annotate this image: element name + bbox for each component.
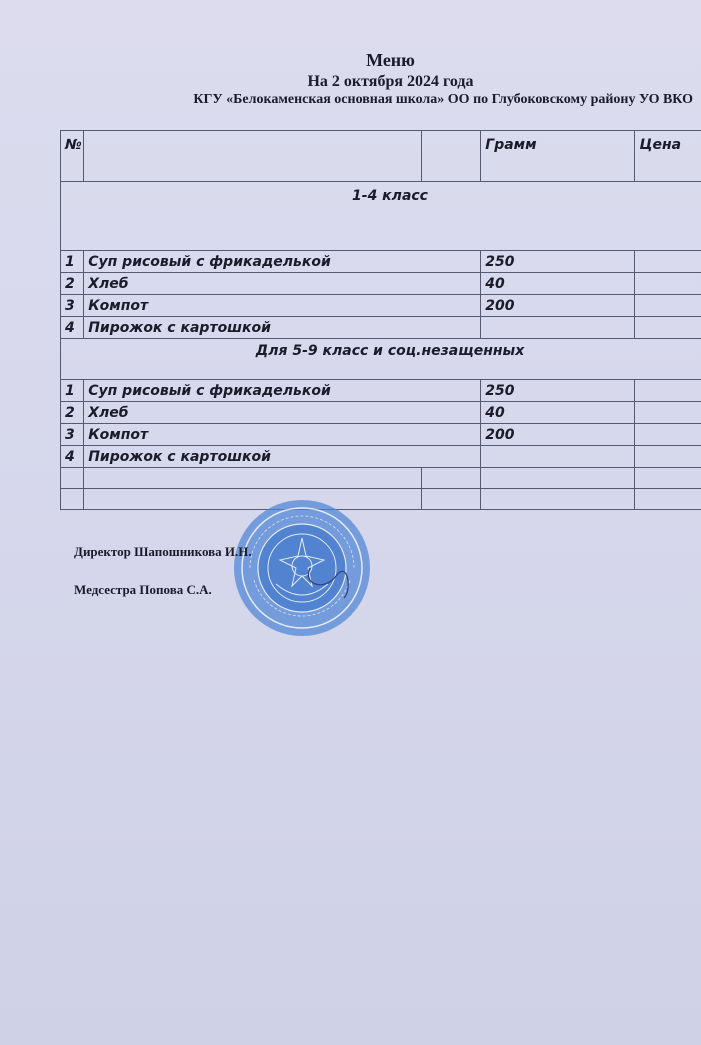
dish-name: Суп рисовый с фрикаделькой bbox=[84, 251, 481, 273]
menu-table bbox=[60, 130, 701, 510]
dish-gram: 200 bbox=[481, 424, 635, 446]
row-number: 3 bbox=[61, 295, 84, 317]
row-number: 2 bbox=[61, 273, 84, 295]
table-row bbox=[61, 424, 701, 446]
dish-price bbox=[635, 446, 701, 468]
table-row bbox=[61, 295, 701, 317]
empty-row bbox=[61, 468, 701, 489]
dish-name: Хлеб bbox=[84, 273, 481, 295]
row-number: 4 bbox=[61, 317, 84, 339]
dish-gram: 250 bbox=[481, 380, 635, 402]
dish-price bbox=[635, 295, 701, 317]
dish-price bbox=[635, 424, 701, 446]
row-number: 1 bbox=[61, 251, 84, 273]
table-row bbox=[61, 273, 701, 295]
dish-gram: 40 bbox=[481, 273, 635, 295]
table-row bbox=[61, 380, 701, 402]
dish-gram: 40 bbox=[481, 402, 635, 424]
dish-gram bbox=[481, 446, 635, 468]
column-header-name bbox=[84, 131, 422, 182]
row-number: 3 bbox=[61, 424, 84, 446]
dish-gram: 250 bbox=[481, 251, 635, 273]
nurse-signature-line: Медсестра Попова С.А. bbox=[74, 582, 212, 597]
dish-price bbox=[635, 402, 701, 424]
dish-price bbox=[635, 380, 701, 402]
dish-name: Компот bbox=[84, 424, 481, 446]
menu-date: На 2 октября 2024 года bbox=[307, 73, 474, 90]
dish-price bbox=[635, 317, 701, 339]
table-row bbox=[61, 402, 701, 424]
table-row bbox=[61, 251, 701, 273]
column-header-gram: Грамм bbox=[481, 131, 635, 182]
director-signature-line: Директор Шапошникова И.Н. bbox=[74, 544, 252, 559]
page-title: Меню bbox=[366, 50, 415, 70]
dish-price bbox=[635, 251, 701, 273]
table-row bbox=[61, 317, 701, 339]
row-number: 2 bbox=[61, 402, 84, 424]
dish-name: Суп рисовый с фрикаделькой bbox=[84, 380, 481, 402]
column-header-number: № bbox=[61, 131, 84, 182]
column-header-price: Цена bbox=[635, 131, 701, 182]
dish-gram bbox=[481, 317, 635, 339]
official-seal-stamp bbox=[232, 498, 372, 638]
table-header-row bbox=[61, 131, 701, 182]
dish-name: Пирожок с картошкой bbox=[84, 317, 481, 339]
dish-name: Компот bbox=[84, 295, 481, 317]
table-row bbox=[61, 446, 701, 468]
row-number: 4 bbox=[61, 446, 84, 468]
section-header-row bbox=[61, 339, 701, 380]
section-title-5-9: Для 5-9 класс и соц.незащенных bbox=[61, 339, 701, 380]
section-header-row bbox=[61, 182, 701, 251]
dish-gram: 200 bbox=[481, 295, 635, 317]
column-header-blank bbox=[422, 131, 481, 182]
empty-row bbox=[61, 489, 701, 510]
dish-price bbox=[635, 273, 701, 295]
row-number: 1 bbox=[61, 380, 84, 402]
dish-name: Хлеб bbox=[84, 402, 481, 424]
dish-name: Пирожок с картошкой bbox=[84, 446, 481, 468]
section-title-1-4: 1-4 класс bbox=[61, 182, 701, 251]
organization-name: КГУ «Белокаменская основная школа» ОО по Глубоковскому району УО ВКО bbox=[193, 92, 693, 107]
